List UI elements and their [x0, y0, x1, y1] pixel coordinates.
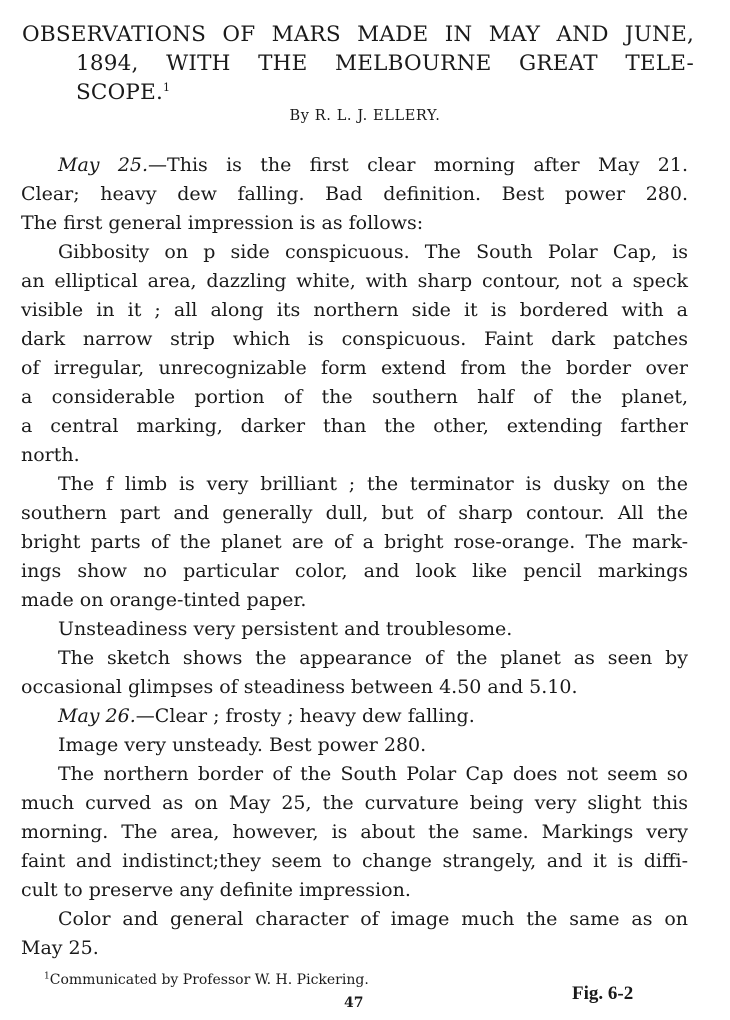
footnote-mark: 1 — [44, 971, 50, 982]
paragraph-7-line-1: Image very unsteady. Best power 280. — [58, 734, 427, 756]
paragraph-6-line-1-text: —Clear ; frosty ; heavy dew falling. — [135, 705, 475, 727]
paragraph-2-line-5: of irregular, unrecognizable form extend from the border over — [21, 357, 688, 379]
paragraph-8-line-5: cult to preserve any definite impression. — [21, 879, 411, 901]
author-byline: By R. L. J. ELLERY. — [289, 108, 441, 124]
paragraph-8-line-1: The northern border of the South Polar Cap does not seem so — [58, 763, 688, 785]
title-line-3 — [76, 78, 694, 107]
paragraph-5-line-2: occasional glimpses of steadiness between 4.50 and 5.10. — [21, 676, 578, 698]
page-number: 47 — [344, 995, 364, 1011]
paragraph-5-line-1: The sketch shows the appearance of the planet as seen by — [58, 647, 688, 669]
paragraph-9-line-1: Color and general character of image much the same as on — [58, 908, 688, 930]
paragraph-2-line-6: a considerable portion of the southern half of the planet, — [21, 386, 688, 408]
paragraph-1-line-3: The first general impression is as follows: — [21, 212, 424, 234]
article-body — [21, 151, 688, 963]
paragraph-2-line-3: visible in it ; all along its northern side it is bordered with a — [21, 299, 688, 321]
footnote-text: Communicated by Professor W. H. Pickering. — [49, 972, 369, 988]
article-title — [22, 20, 694, 107]
date-may-25: May 25. — [58, 154, 149, 176]
footnote — [44, 970, 369, 990]
title-line-2: 1894, WITH THE MELBOURNE GREAT TELE- — [76, 51, 694, 76]
paragraph-2-line-8: north. — [21, 444, 80, 466]
paragraph-8-line-3: morning. The area, however, is about the same. Markings very — [21, 821, 688, 843]
paragraph-2-line-2: an elliptical area, dazzling white, with sharp contour, not a speck — [21, 270, 688, 292]
paragraph-1-line-1 — [21, 151, 688, 180]
paragraph-3-line-3: bright parts of the planet are of a bright rose-orange. The mark- — [21, 531, 688, 553]
title-line-3-text: SCOPE. — [76, 80, 164, 105]
title-line-1: OBSERVATIONS OF MARS MADE IN MAY AND JUNE, — [22, 22, 694, 47]
paragraph-2-line-1: Gibbosity on p side conspicuous. The South Polar Cap, is — [58, 241, 688, 263]
paragraph-3-line-4: ings show no particular color, and look like pencil markings — [21, 560, 688, 582]
paragraph-8-line-4: faint and indistinct;they seem to change strangely, and it is diffi- — [21, 850, 688, 872]
paragraph-4-line-1: Unsteadiness very persistent and troublesome. — [58, 618, 513, 640]
paragraph-9-line-2: May 25. — [21, 937, 99, 959]
paragraph-3-line-5: made on orange-tinted paper. — [21, 589, 307, 611]
paragraph-2-line-7: a central marking, darker than the other, extending farther — [21, 415, 688, 437]
paragraph-1-line-1-text: —This is the first clear morning after May 21. — [148, 154, 688, 176]
paragraph-3-line-2: southern part and generally dull, but of sharp contour. All the — [21, 502, 688, 524]
paragraph-1-line-2: Clear; heavy dew falling. Bad definition. Best power 280. — [21, 183, 688, 205]
paragraph-8-line-2: much curved as on May 25, the curvature being very slight this — [21, 792, 688, 814]
paragraph-6-line-1 — [21, 702, 688, 731]
date-may-26: May 26. — [58, 705, 136, 727]
paragraph-3-line-1: The f limb is very brilliant ; the terminator is dusky on the — [58, 473, 688, 495]
title-footnote-mark: 1 — [163, 80, 171, 94]
figure-label: Fig. 6-2 — [572, 983, 634, 1004]
paragraph-2-line-4: dark narrow strip which is conspicuous. Faint dark patches — [21, 328, 688, 350]
